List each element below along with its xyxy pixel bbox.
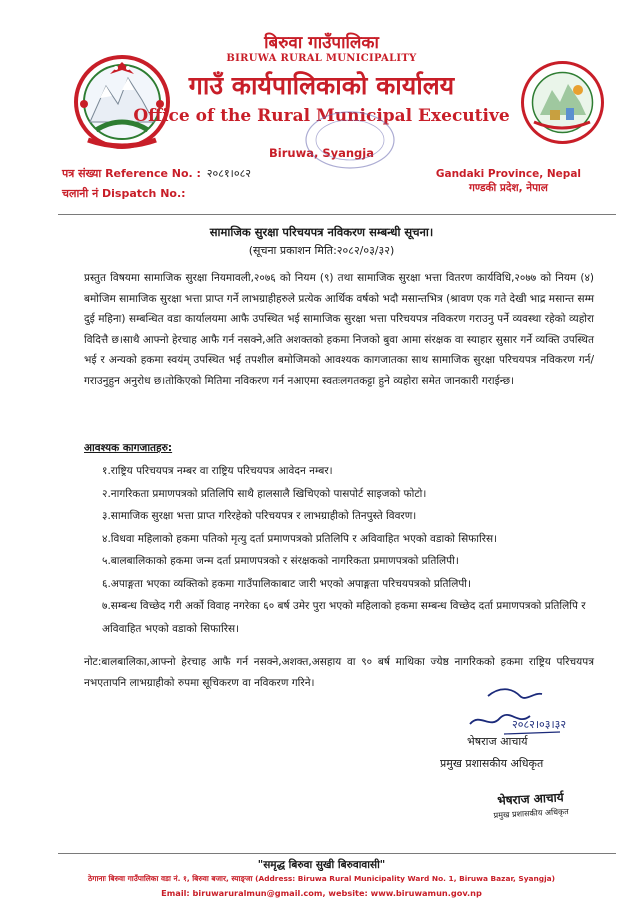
list-item: ३.सामाजिक सुरक्षा भत्ता प्राप्त गरिरहेको परिचयपत्र र लाभग्राहीको तिनपुस्ते विवरण। <box>102 510 417 522</box>
stamp-title: प्रमुख प्रशासकीय अधिकृत <box>493 807 569 820</box>
header-divider <box>58 214 616 215</box>
notice-body: प्रस्तुत विषयमा सामाजिक सुरक्षा नियमावली,२०७६ को नियम (९) तथा सामाजिक सुरक्षा भत्ता वितरण कार्यविधि,२०७७ को नियम (४) बमोजिम सामाजिक सुरक्षा भत्ता प्राप्त गर्ने लाभग्राहीहरुले प्रत्येक आर्थिक वर्षको भदौ मसान्तभित्र (श्रावण एक गते देखी भाद्र मसान्त सम्म दुई महिना) सम्बन्धित वडा कार्यालयमा आफै उपस्थित भई सामाजिक सुरक्षा भत्ता परिचयपत्र नविकरण गराउनु पर्ने व्यवस्था रहेको व्यहोरा विदित्तै छ।साथै आफ्नो हेरचाह आफै गर्न नसक्ने,अति अशक्तको हकमा निजको बुवा आमा संरक्षक वा स्याहार सुसार गर्ने व्यक्ति उपस्थित भई र अन्यको हकमा स्वयंम् उपस्थित भई तपशील बमोजिमको आवश्यक कागजातका साथ सामाजिक सुरक्षा परिचयपत्र नविकरण गर्न/गराउनुहुन अनुरोध छ।तोकिएको मितिमा नविकरण गर्न नआएमा स्वतःलगतकट्टा हुने व्यहोरा समेत जानकारी गराईन्छ। <box>84 272 594 387</box>
notice-title: सामाजिक सुरक्षा परिचयपत्र नविकरण सम्बन्धी सूचना। <box>209 225 434 239</box>
list-item: २.नागरिकता प्रमाणपत्रको प्रतिलिपि साथै हालसालै खिचिएको पासपोर्ट साइजको फोटो। <box>102 487 427 500</box>
province <box>436 167 581 195</box>
municipality-name-np: बिरुवा गाउँपालिका <box>264 33 379 53</box>
signature-icon <box>460 682 570 742</box>
reference-number <box>62 166 251 181</box>
province-en: Gandaki Province, Nepal <box>435 168 581 180</box>
list-item: ६.अपाङ्गता भएका व्यक्तिको हकमा गाउँपालिकाबाट जारी भएको अपाङ्गता परिचयपत्रको प्रतिलिपी। <box>102 577 472 590</box>
list-item: १.राष्ट्रिय परिचयपत्र नम्बर वा राष्ट्रिय परिचयपत्र आवेदन नम्बर। <box>102 465 333 477</box>
province-np: गण्डकी प्रदेश, नेपाल <box>468 182 548 195</box>
office-stamp-icon <box>300 108 400 172</box>
footer-address: ठेगानाः बिरुवा गाउँपालिका वडा नं. १, बिरुवा बजार, स्याङ्जा (Address: Biruwa Rural Municipality Ward No. 1, Biruwa Bazar, Syangja) <box>88 874 555 883</box>
stamp-name: भेषराज आचार्य <box>496 790 564 808</box>
list-item: ४.विधवा महिलाको हकमा पतिको मृत्यु दर्ता प्रमाणपत्रको प्रतिलिपि र अविवाहित भएको वडाको सिफारिस। <box>102 532 498 545</box>
footer-divider <box>58 853 616 854</box>
list-item: ७.सम्बन्ध विच्छेद गरी अर्को विवाह नगरेका ६० बर्ष उमेर पुरा भएको महिलाको हकमा सम्बन्ध विच्छेद दर्ता प्रमाणपत्रको प्रतिलिपि र अविवाहित भएको वडाको सिफारिस। <box>102 600 586 635</box>
signatory-stamp <box>475 787 587 833</box>
nepal-emblem-icon <box>70 52 174 152</box>
notice-date: (सूचना प्रकाशन मिति:२०८२/०३/३२) <box>248 244 395 257</box>
letterhead <box>0 0 643 200</box>
reference-label: पत्र संख्या Reference No. : <box>62 167 201 180</box>
dispatch-number: चलानी नं Dispatch No.: <box>62 187 186 200</box>
requirements-heading: आवश्यक कागजातहरु: <box>84 442 173 454</box>
municipality-seal-icon <box>520 60 605 145</box>
location: Biruwa, Syangja <box>269 146 374 160</box>
office-name-en: Office of the Rural Municipal Executive <box>133 106 510 126</box>
reference-value: २०८१।०८२ <box>206 167 252 180</box>
requirements-list <box>102 460 602 640</box>
office-name-np: गाउँ कार्यपालिकाको कार्यालय <box>188 71 455 100</box>
footer-contact: Email: biruwaruralmun@gmail.com, website: www.biruwamun.gov.np <box>161 888 482 898</box>
notice-note: नोट:बालबालिका,आफ्नो हेरचाह आफै गर्न नसक्ने,अशक्त,असहाय वा ९० बर्ष माथिका ज्येष्ठ नागरिकको हकमा राष्ट्रिय परिचयपत्र नभएतापनि लाभग्राहीको रुपमा सूचिकरण वा नविकरण गरिने। <box>84 656 594 689</box>
list-item: ५.बालबालिकाको हकमा जन्म दर्ता प्रमाणपत्रको र संरक्षकको नागरिकता प्रमाणपत्रको प्रतिलिपी। <box>102 555 459 567</box>
signatory-designation: प्रमुख प्रशासकीय अधिकृत <box>440 757 544 770</box>
footer-motto: "समृद्ध बिरुवा सुखी बिरुवावासी" <box>257 859 386 871</box>
municipality-name-en: BIRUWA RURAL MUNICIPALITY <box>226 53 417 64</box>
signature-date: २०८२।०३।३२ <box>512 718 567 731</box>
signatory-name: भेषराज आचार्य <box>467 735 528 748</box>
